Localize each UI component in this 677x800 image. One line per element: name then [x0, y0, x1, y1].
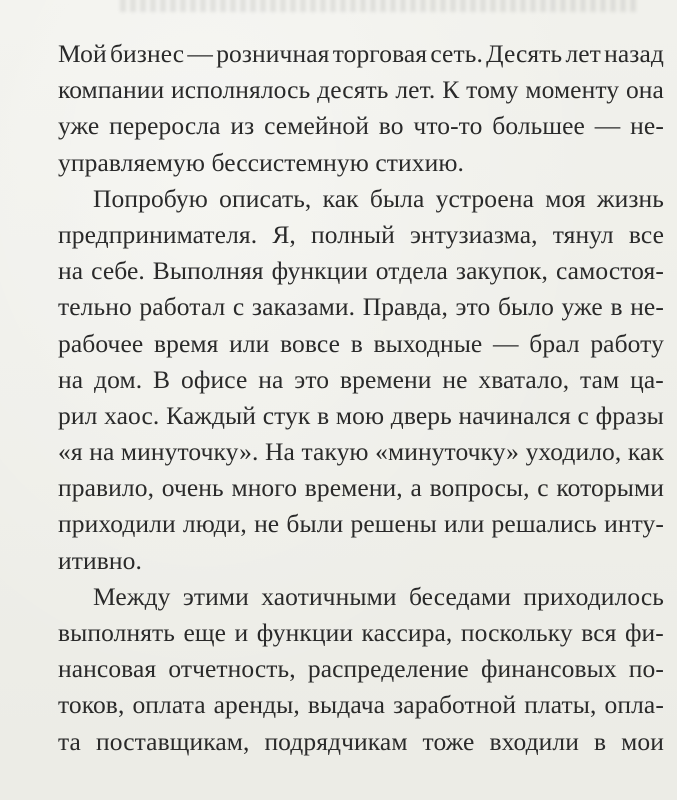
- word: на: [58, 364, 84, 394]
- text-line: [58, 615, 664, 651]
- word: та: [58, 726, 81, 756]
- word: с: [537, 473, 549, 503]
- word: отдела: [375, 256, 448, 286]
- text-line: [58, 289, 664, 325]
- word: было: [497, 292, 554, 322]
- word: Мой: [58, 39, 107, 68]
- word: хаотичными: [261, 581, 397, 611]
- word: тельно: [58, 292, 132, 322]
- word: стук: [262, 400, 311, 430]
- word: этими: [182, 581, 249, 611]
- word: торговая: [332, 39, 428, 68]
- word: там: [580, 364, 620, 394]
- word: компании: [58, 75, 165, 105]
- word: беседами: [408, 581, 512, 611]
- word: описать,: [219, 183, 312, 213]
- word: —: [493, 328, 519, 358]
- word: устроена: [435, 183, 535, 213]
- word: входили: [489, 726, 579, 756]
- text-line: [58, 434, 664, 470]
- word: она: [625, 75, 664, 105]
- word: все: [628, 219, 664, 249]
- word: тоже: [422, 726, 475, 756]
- text-line: управляемую бессистемную стихию.: [58, 147, 464, 177]
- word: жизнь: [596, 183, 664, 213]
- word: большее: [492, 111, 585, 141]
- word: финансовых: [480, 654, 617, 684]
- word: минуточку».: [120, 437, 259, 467]
- word: ца-: [630, 364, 664, 394]
- word: —: [594, 111, 621, 141]
- word: брал: [529, 328, 580, 358]
- word: К: [442, 75, 460, 105]
- word: вопросы,: [429, 473, 530, 503]
- text-line: [58, 506, 664, 542]
- word: уже: [58, 111, 100, 141]
- word: приходилось: [523, 581, 664, 611]
- word: лет: [565, 39, 601, 68]
- word: Попробую: [93, 183, 208, 213]
- word: себе.: [91, 256, 145, 286]
- word: фразы: [595, 400, 664, 430]
- word: токов,: [58, 690, 125, 720]
- word: инту-: [604, 509, 664, 539]
- text-line: [58, 651, 664, 687]
- word: не-: [630, 292, 664, 322]
- word: розничная: [216, 39, 330, 68]
- word: или: [229, 328, 270, 358]
- word: опла-: [604, 690, 664, 720]
- word: моменту: [525, 75, 620, 105]
- word: работу: [590, 328, 664, 358]
- text-line: [58, 72, 664, 108]
- word: это: [294, 364, 330, 394]
- word: тому: [466, 75, 519, 105]
- paragraph-3: [58, 579, 664, 760]
- word: поставщикам,: [95, 726, 250, 756]
- text-line: [58, 217, 664, 253]
- word: такую: [301, 437, 369, 467]
- word: функции: [271, 256, 368, 286]
- text-line: [58, 687, 664, 723]
- word: хватало,: [478, 364, 570, 394]
- word: моя: [545, 183, 586, 213]
- word: уходило,: [525, 437, 622, 467]
- word: поскольку: [460, 618, 573, 647]
- word: на: [58, 256, 84, 286]
- word: «я: [58, 437, 83, 467]
- word: функции: [256, 618, 354, 647]
- word: переросла: [109, 111, 221, 141]
- text-line: [58, 579, 664, 615]
- word: в: [350, 328, 363, 358]
- word: —: [187, 39, 213, 68]
- word: подрядчикам: [264, 726, 408, 756]
- paragraph-1: [58, 36, 664, 181]
- word: тянул: [552, 219, 614, 249]
- text-line: итивно.: [58, 545, 142, 575]
- word: заработной: [393, 690, 517, 720]
- word: в: [610, 292, 623, 322]
- text-line: [58, 181, 664, 217]
- word: самостоя-: [555, 256, 664, 286]
- text-line: [58, 108, 664, 144]
- text-line: [58, 253, 664, 289]
- word: времени,: [304, 473, 403, 503]
- word: дверь: [390, 400, 452, 430]
- word: в: [593, 726, 607, 756]
- word: сеть.: [430, 39, 483, 68]
- word: заказами.: [251, 292, 356, 322]
- word: и: [234, 618, 249, 647]
- word: по-: [628, 654, 664, 684]
- show-through-text: [120, 0, 640, 12]
- word: предпринимателя.: [58, 219, 258, 249]
- body-text: [58, 36, 664, 760]
- word: во: [378, 111, 404, 141]
- text-line: [58, 724, 664, 760]
- word: хаос.: [104, 400, 160, 430]
- word: которыми: [556, 473, 664, 503]
- word: еще: [183, 618, 227, 647]
- word: уже: [561, 292, 603, 322]
- word: мои: [621, 726, 664, 756]
- word: в: [317, 400, 330, 430]
- word: была: [369, 183, 425, 213]
- text-line: [58, 36, 664, 72]
- word: очень: [161, 473, 224, 503]
- text-line: [58, 326, 664, 362]
- word: бизнес: [109, 39, 185, 68]
- word: мою: [335, 400, 385, 430]
- word: оплата: [132, 690, 206, 720]
- word: с: [577, 400, 589, 430]
- word: распределение: [307, 654, 469, 684]
- word: рабочее: [58, 328, 144, 358]
- word: не-: [630, 111, 664, 141]
- word: правило,: [58, 473, 155, 503]
- word: Между: [93, 581, 171, 611]
- word: или: [444, 509, 485, 539]
- word: Каждый: [166, 400, 257, 430]
- word: выходные: [373, 328, 483, 358]
- word: фи-: [624, 618, 664, 647]
- word: из: [230, 111, 255, 141]
- word: много: [231, 473, 298, 503]
- word: с: [232, 292, 245, 322]
- word: решались: [491, 509, 597, 539]
- word: как: [322, 183, 359, 213]
- word: дом.: [94, 364, 143, 394]
- word: На: [265, 437, 295, 467]
- word: вся: [581, 618, 617, 647]
- word: а: [410, 473, 422, 503]
- word: это: [455, 292, 491, 322]
- word: Десять: [486, 39, 563, 68]
- text-line: [58, 398, 664, 434]
- word: Выполняя: [152, 256, 264, 286]
- word: работал: [139, 292, 226, 322]
- word: начинался: [458, 400, 571, 430]
- paragraph-2: [58, 181, 664, 579]
- word: Я,: [272, 219, 296, 249]
- word: не: [442, 364, 468, 394]
- word: время: [153, 328, 219, 358]
- text-line: [58, 470, 664, 506]
- word: рил: [58, 400, 98, 430]
- word: исполнялось: [171, 75, 311, 105]
- word: платы,: [524, 690, 597, 720]
- word: что-то: [413, 111, 483, 141]
- word: не: [254, 509, 280, 539]
- word: энтузиазма,: [409, 219, 538, 249]
- word: семейной: [264, 111, 369, 141]
- word: решены: [350, 509, 437, 539]
- word: были: [286, 509, 344, 539]
- word: отчетность,: [168, 654, 296, 684]
- word: выполнять: [58, 618, 176, 647]
- word: закупок,: [455, 256, 549, 286]
- word: Правда,: [362, 292, 448, 322]
- word: нансовая: [58, 654, 157, 684]
- word: времени: [339, 364, 432, 394]
- word: приходили: [58, 509, 176, 539]
- word: десять: [317, 75, 389, 105]
- word: на: [89, 437, 115, 467]
- word: В: [153, 364, 171, 394]
- word: назад: [604, 39, 664, 68]
- word: офисе: [181, 364, 248, 394]
- word: как: [627, 437, 664, 467]
- word: люди,: [182, 509, 247, 539]
- word: аренды,: [213, 690, 300, 720]
- word: на: [258, 364, 284, 394]
- word: лет.: [395, 75, 436, 105]
- text-line: [58, 362, 664, 398]
- word: кассира,: [361, 618, 453, 647]
- word: «минуточку»: [375, 437, 520, 467]
- word: вовсе: [280, 328, 341, 358]
- word: полный: [311, 219, 395, 249]
- word: выдача: [307, 690, 386, 720]
